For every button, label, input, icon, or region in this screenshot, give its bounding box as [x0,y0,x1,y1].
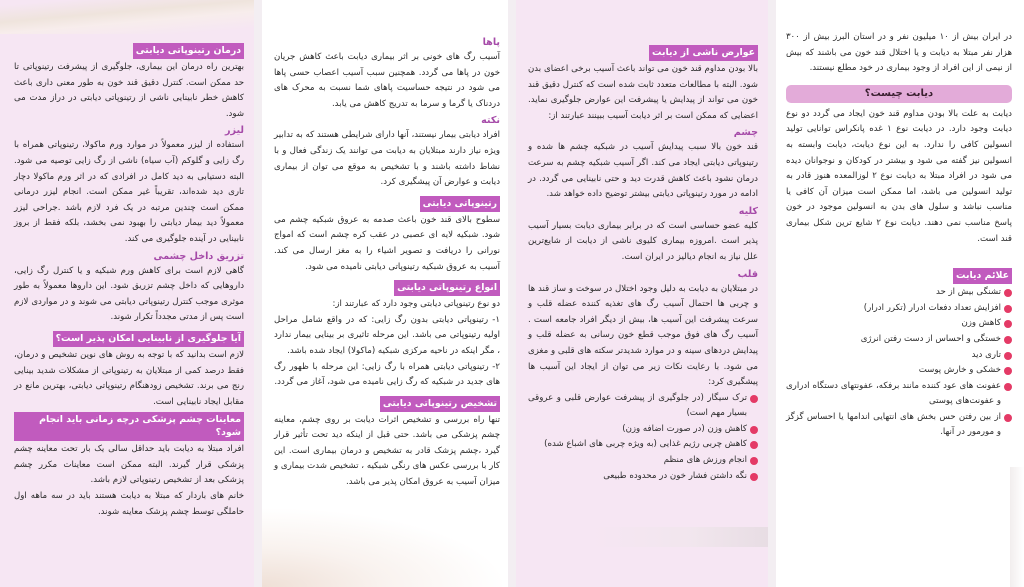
note-text: افراد دیابتی بیمار نیستند، آنها دارای شرایطی هستند که به تدابیر ویژه نیاز دارند مبتلایان به دیابت می توانند یک زندگی فعال و با نشاط داشته باشند و با تشخیص به موقع می توان از بیماری دیابت و عوارض آن پیشگیری کرد. [273,130,501,188]
bullet-dot-icon [1004,305,1012,313]
heading-symptoms: علائم دیابت [953,268,1012,284]
laser-text: استفاده از لیزر معمولاً در موارد ورم ماکولا، رتینوپاتی همراه با رگ زایی و گلوکم (آب سیاه) ناشی از رگ زایی توصیه می شود. البته دستیابی به دید کامل در افرادی که در اثر ورم ماکولا دچار تاری دید شده‌اند، تقریباً غیر ممکن است. انجام لیزر درمانی ممکن است چندین مرتبه در یک فرد لازم باشد .جراحی لیزر معمولاً دید بیمار دیابتی را بهبود نمی بخشد، بلکه فقط از بروز نابینایی در آینده جلوگیری می کند. [14,140,245,244]
heading-prevent-blindness: آیا جلوگیری از نابینایی امکان پذیر است؟ [53,331,244,347]
subheading-heart: قلب [737,268,758,280]
bullet-dot-icon [1004,352,1012,360]
diagnosis-text: تنها راه بررسی و تشخیص اثرات دیابت بر روی چشم، معاینه چشم پزشکی می باشد. حتی قبل از اینکه دید تحت تأثیر قرار گیرد ،چشم پزشک قادر به تشخیص و درمان بیماری است. این کار با بررسی عکس های رنگی شبکیه ، تشخیص شدت بیماری و میزان آسیب به عروق امکان پذیر می باشد. [273,414,501,488]
list-item: کاهش وزن [786,316,1012,332]
list-item: انجام ورزش های منظم [528,453,758,469]
decorative-swoosh [262,507,508,587]
bullet-dot-icon [1004,320,1012,328]
decorative-swoosh [516,527,768,547]
prevent-blindness-text: لازم است بدانید که با توجه به روش های نوین تشخیص و درمان، فقط درصد کمی از مبتلایان به رتینوپاتی از مشکلات شدید بینایی رنج می برند. تشخیص زودهنگام رتینوپاتی دیابتی، بهترین مانع در مقابل ایجاد نابینایی است. [14,349,245,407]
bullet-dot-icon [750,441,758,449]
heading-eye-exam: معاینات چشم پزشکی درچه زمانی باید انجام شود؟ [14,412,244,441]
heading-diagnosis: تشخیص رتینوپاتی دیابتی [380,396,500,412]
type-1-text: ۱- رتینوپاتی دیابتی بدون رگ زایی: که در واقع شامل مراحل اولیه رتینوپاتی می باشد. این مرحله تاثیری بر بینایی بیمار ندارد ، مگر اینکه در ناحیه مرکزی شبکیه (ماکولا) ایجاد شده باشد. [273,314,501,356]
heading-complications: عوارض ناشی از دیابت [649,45,758,61]
pregnant-text: خانم های باردار که مبتلا به دیابت هستند باید در سه ماهه اول حاملگی توسط چشم پزشک معاینه شوند. [14,491,245,517]
type-2-text: ۲- رتینوپاتی دیابتی همراه با رگ زایی: این مرحله با ظهور رگ های جدید در شبکیه که رگ زایی نامیده می شود، آغاز می گردد. [273,361,501,388]
complications-text: بالا بودن مداوم قند خون می تواند باعث آسیب برخی اعضای بدن شود. البته با مطالعات متعدد ثابت شده است که کنترل دقیق قند خون می تواند از پیدایش یا پیشرفت این عوارض جلوگیری نماید. اعضایی که ممکن است بر اثر دیابت آسیب ببینند عبارتند از: [527,64,758,121]
subheading-feet: پاها [482,37,501,48]
heading-retinopathy-types: انواع رتینوپاتی دیابتی [394,280,500,296]
eye-exam-text: افراد مبتلا به دیابت باید حداقل سالی یک بار تحت معاینه چشم پزشکی قرار گیرند. البته ممکن است معاینات مکرر چشم پزشکی بعد از تشخیص رتینوپاتی لازم باشد. [14,444,245,486]
bullet-dot-icon [1004,336,1012,344]
decorative-swoosh [0,0,254,34]
subheading-eye: چشم [733,127,758,139]
bullet-dot-icon [750,426,758,434]
subheading-note: نکته [481,115,501,127]
intro-text: در ایران بیش از ۱۰ میلیون نفر و در استان البرز بیش از ۳۰۰ هزار نفر مبتلا به دیابت و یا اختلال قند خون می باشند که بیش از نیمی از این افراد از وجود بیماری در خود مطلع نیستند. [785,32,1012,74]
eye-text: قند خون بالا سبب پیدایش آسیب در شبکیه چشم ها شده و رتینوپاتی دیابتی ایجاد می کند. اگر آسیب شبکیه چشم به سرعت درمان نشود باعث کاهش قدرت دید و حتی نابینایی می گردد. در ادامه در مورد رتینوپاتی دیابتی بیشتر توضیح داده خواهد شد. [527,142,758,200]
bullet-dot-icon [1004,367,1012,375]
injection-text: گاهی لازم است برای کاهش ورم شبکیه و یا کنترل رگ زایی، داروهایی که داخل چشم تزریق شود. این داروها معمولاً به طور موثری موجب کنترل رتینوپاتی دیابتی می شوند و در مواردی لازم است پس از مدتی مجدداً تکرار شوند. [14,265,245,323]
retinopathy-text: سطوح بالای قند خون باعث صدمه به عروق شبکیه چشم می شود. شبکیه لایه ای عصبی در عقب کره چشم است که امواج نورانی را دریافت و تصویر اشیاء را به مغز ارسال می کند. آسیب به عروق شبکیه رتینوپاتی دیابتی نامیده می شود. [273,214,501,272]
treatment-text: بهترین راه درمان این بیماری، جلوگیری از پیشرفت رتینوپاتی تا حد ممکن است. کنترل دقیق قند خون به طور معنی داری باعث کاهش خطر نابینایی ناشی از رتینوپاتی دیابتی در دراز مدت می شود. [14,62,245,119]
subheading-injection: تزریق داخل چشمی [153,250,245,262]
bullet-dot-icon [750,457,758,465]
decorative-swoosh [1010,467,1024,587]
list-item: تاری دید [786,348,1012,364]
bullet-dot-icon [1004,414,1012,422]
subheading-kidney: کلیه [738,205,758,217]
bullet-dot-icon [750,395,758,403]
what-is-diabetes-text: دیابت به علت بالا بودن مداوم قند خون ایجاد می گردد دو نوع دیابت وجود دارد. در دیابت نوع ۱ غده پانکراس توانایی تولید انسولین کافی را ندارد. به این نوع دیابت، دیابت وابسته به انسولین نیز گفته می شود و بیشتر در کودکان و نوجوانان دیده می شود در افراد مبتلا به دیابت نوع ۲ لوزالمعده هنوز قادر به تولید انسولین می باشد، اما ممکن است میزان آن کافی یا مناسب نباشد و سلول های بدن به انسولین موجود در خون پاسخ مناسب نمی دهند. دیابت نوع ۲ شایع ترین شکل بیماری قند است. [785,108,1012,244]
list-item: کاهش چربی رژیم غذایی (به ویژه چربی های اشباع شده) [528,437,758,453]
list-item: کاهش وزن (در صورت اضافه وزن) [528,422,758,438]
bullet-dot-icon [750,473,758,481]
list-item: خستگی و احساس از دست رفتن انرژی [786,332,1012,348]
panel-what-is-diabetes [776,0,1024,587]
fold-divider [768,0,776,587]
kidney-text: کلیه عضو حساسی است که در برابر بیماری دیابت بسیار آسیب پذیر است .امروزه بیماری کلیوی ناشی از دیابت از شایع‌ترین علل نیاز به انجام دیالیز در ایران است. [527,220,758,262]
heading-treatment: درمان رتینوپاتی دیابتی [133,43,244,59]
panel-feet-retinopathy [262,0,508,587]
subheading-laser: لیزر [225,125,245,137]
prevention-list [528,391,758,485]
list-item: خشکی و خارش پوست [786,363,1012,379]
list-item: افزایش تعداد دفعات ادرار (تکرر ادرار) [786,301,1012,317]
heading-what-is-diabetes: دیابت چیست؟ [786,85,1012,103]
symptoms-list [786,285,1012,441]
panel-retinopathy-treatment [0,0,254,587]
fold-divider [508,0,516,587]
types-intro: دو نوع رتینوپاتی دیابتی وجود دارد که عبارتند از: [332,299,501,310]
heading-retinopathy: رتینوپاتی دیابتی [420,196,500,212]
list-item: نگه داشتن فشار خون در محدوده طبیعی [528,469,758,485]
list-item: ترک سیگار (در جلوگیری از پیشرفت عوارض قلبی و عروقی بسیار مهم است) [528,391,758,422]
bullet-dot-icon [1004,289,1012,297]
heart-text: در مبتلایان به دیابت به دلیل وجود اختلال در سوخت و ساز قند ها و چربی ها احتمال آسیب رگ های تغذیه کننده عضله قلب و سرعت پیشرفت این آسیب ها، بیش از دیگر افراد جامعه است . آسیب رگ های فوق موجب قطع خون رسانی به عضله قلب و پیدایش دردهای سینه و در موارد شدیدتر سکته های قلبی و مغزی می شود. با رعایت نکات زیر می توان از ایجاد این آسیب ها پیشگیری کرد: [527,283,758,388]
panel-complications [516,0,768,587]
bullet-dot-icon [1004,383,1012,391]
list-item: عفونت های عود کننده مانند برفکه، عفونتهای دستگاه ادراری و عفونت‌های پوستی [786,379,1012,410]
feet-text: آسیب رگ های خونی بر اثر بیماری دیابت باعث کاهش جریان خون در پاها می گردد. همچنین سبب آسیب اعصاب حسی پاها می شود در نتیجه حساسیت پاهای شما نسبت به محرک های دردناک یا گرما و سرما به تدریج کاهش می یابد. [273,52,501,109]
list-item: از بین رفتن حس بخش های انتهایی اندامها یا احساس گزگز و مورمور در آنها. [786,410,1012,441]
fold-divider [254,0,262,587]
list-item: تشنگی بیش از حد [786,285,1012,301]
